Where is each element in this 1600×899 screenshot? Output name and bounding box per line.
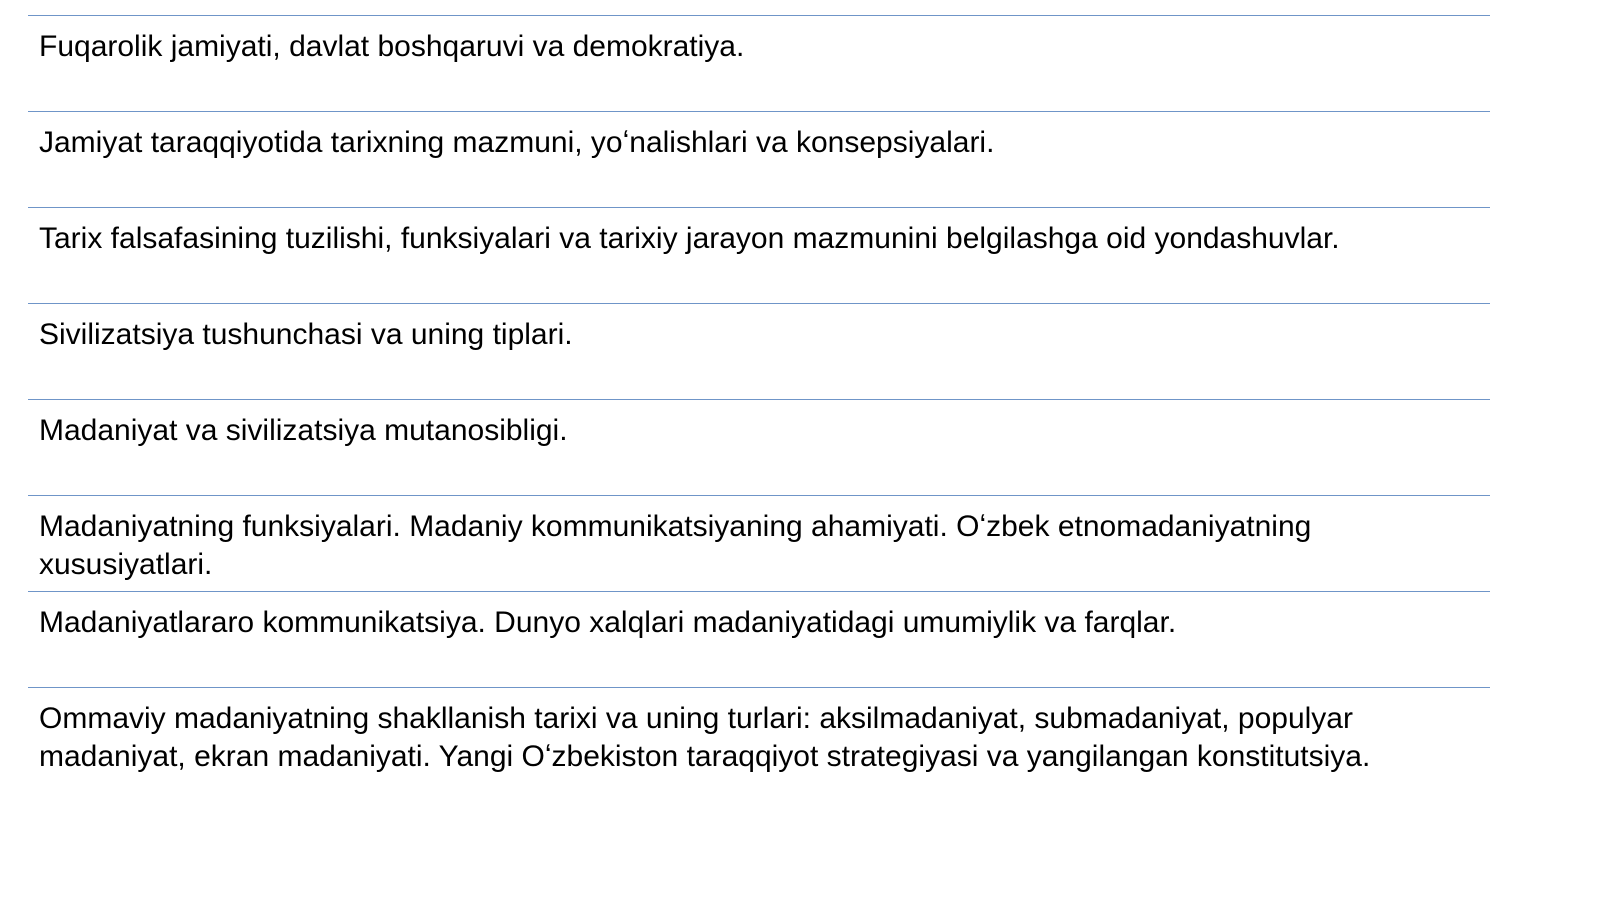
topic-item: Tarix falsafasining tuzilishi, funksiyalari va tarixiy jarayon mazmunini belgilashga oid yondashuvlar. bbox=[28, 208, 1490, 304]
topic-item: Sivilizatsiya tushunchasi va uning tiplari. bbox=[28, 304, 1490, 400]
topic-list bbox=[28, 15, 1490, 798]
topic-item: Madaniyatlararo kommunikatsiya. Dunyo xalqlari madaniyatidagi umumiylik va farqlar. bbox=[28, 592, 1490, 688]
topic-item: Madaniyatning funksiyalari. Madaniy kommunikatsiyaning ahamiyati. Oʻzbek etnomadaniyatning xususiyatlari. bbox=[28, 496, 1490, 592]
topic-item: Madaniyat va sivilizatsiya mutanosibligi. bbox=[28, 400, 1490, 496]
topic-item: Jamiyat taraqqiyotida tarixning mazmuni, yoʻnalishlari va konsepsiyalari. bbox=[28, 112, 1490, 208]
topic-item: Ommaviy madaniyatning shakllanish tarixi va uning turlari: aksilmadaniyat, submadaniyat, populyar madaniyat, ekran madaniyati. Yangi Oʻzbekiston taraqqiyot strategiyasi va yangilangan konstitutsiya. bbox=[39, 702, 1371, 773]
topic-item: Fuqarolik jamiyati, davlat boshqaruvi va demokratiya. bbox=[28, 16, 1490, 112]
